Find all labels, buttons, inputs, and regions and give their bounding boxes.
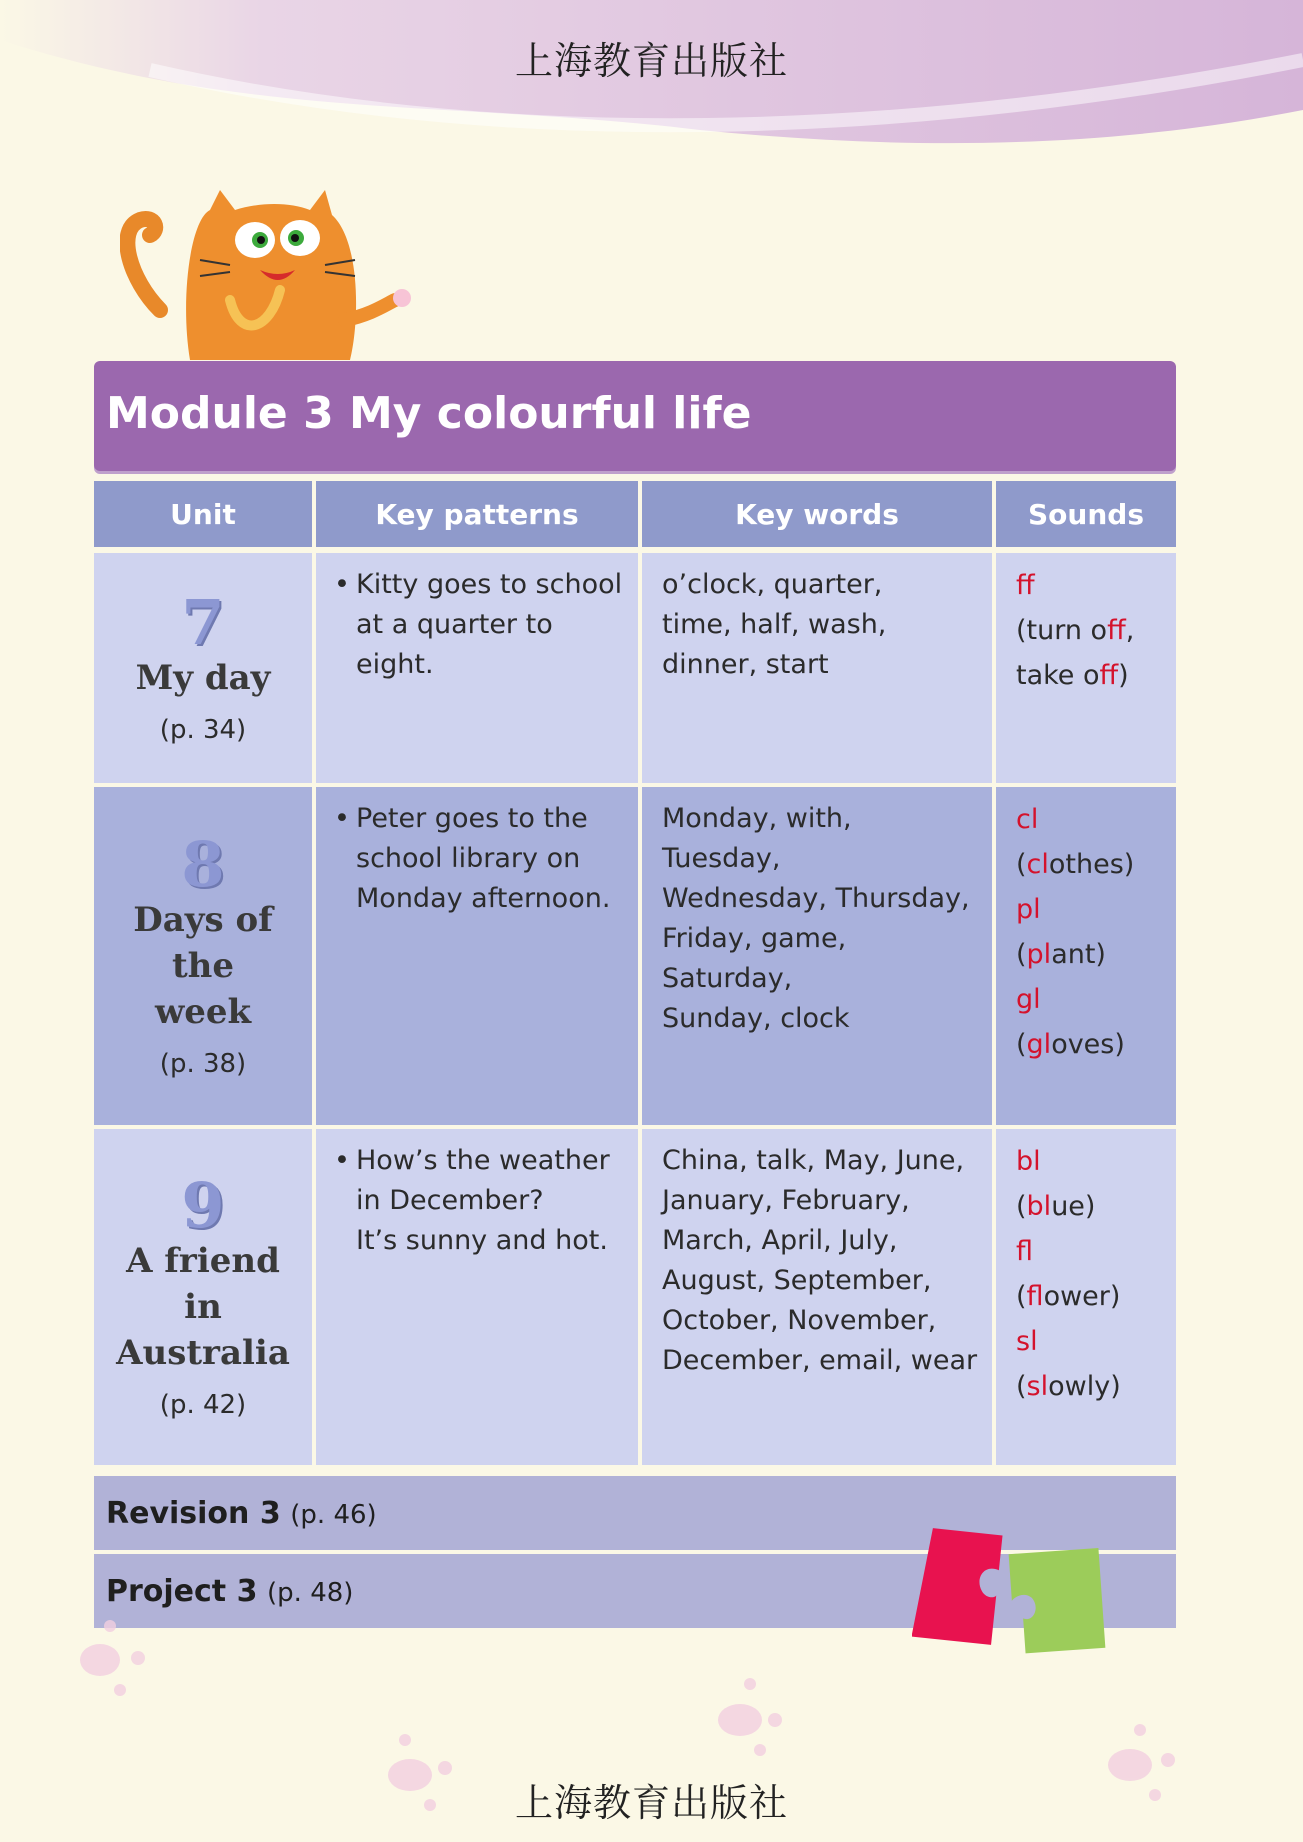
sound-letters: ff	[1099, 660, 1119, 691]
module-title: Module 3 My colourful life	[106, 388, 752, 439]
unit-number: 7	[181, 586, 225, 659]
revision-label: Revision 3	[106, 1496, 281, 1531]
sound-line	[1016, 797, 1170, 842]
sound-line	[1016, 608, 1170, 653]
pattern-line: It’s sunny and hot.	[356, 1225, 608, 1256]
sounds-cell-8	[996, 787, 1176, 1125]
unit-cell-7	[94, 553, 312, 783]
sound-text: ,	[1125, 615, 1135, 646]
sound-letters: cl	[1026, 849, 1049, 880]
word-line: Monday, with, Tuesday,	[662, 803, 852, 874]
sound-text: (	[1016, 849, 1027, 880]
unit-title: A friend in	[126, 1241, 280, 1327]
word-line: o’clock, quarter,	[662, 569, 883, 600]
unit-page: (p. 34)	[159, 715, 247, 745]
pattern-line: Monday afternoon.	[356, 883, 611, 914]
publisher-footer: 上海教育出版社	[514, 1781, 788, 1825]
sound-letters: gl	[1016, 984, 1041, 1015]
sound-letters: gl	[1026, 1029, 1052, 1060]
sound-line	[1016, 932, 1170, 977]
word-line: March, April, July,	[662, 1225, 898, 1256]
pattern-line: school library on	[356, 843, 581, 874]
sound-letters: fl	[1026, 1281, 1044, 1312]
sound-text: (	[1016, 1371, 1027, 1402]
patterns-cell-7	[316, 553, 638, 783]
sound-text: oves)	[1051, 1029, 1125, 1060]
sound-text: ant)	[1051, 939, 1106, 970]
sound-text: ower)	[1043, 1281, 1121, 1312]
word-line: August, September,	[662, 1265, 932, 1296]
unit-number: 8	[181, 828, 225, 901]
sound-letters: pl	[1016, 894, 1041, 925]
word-line: December, email, wear	[662, 1345, 978, 1376]
sound-line	[1016, 1139, 1170, 1184]
word-line: Wednesday, Thursday,	[662, 883, 970, 914]
sound-text: )	[1118, 660, 1129, 691]
header-key-words: Key words	[642, 481, 992, 547]
sound-text: (	[1016, 1191, 1027, 1222]
unit-page: (p. 38)	[159, 1049, 247, 1079]
word-line: October, November,	[662, 1305, 937, 1336]
sound-line	[1016, 1319, 1170, 1364]
sound-text: (	[1016, 939, 1027, 970]
revision-page: (p. 46)	[290, 1500, 377, 1530]
sound-line	[1016, 842, 1170, 887]
bullet: •	[334, 803, 350, 834]
pattern-line: in December?	[356, 1185, 544, 1216]
sound-text: (	[1016, 1281, 1027, 1312]
word-line: January, February,	[662, 1185, 910, 1216]
header-unit: Unit	[94, 481, 312, 547]
word-line: China, talk, May, June,	[662, 1145, 965, 1176]
words-cell-8	[642, 787, 992, 1125]
sound-line	[1016, 977, 1170, 1022]
sound-line	[1016, 653, 1170, 698]
pattern-line: How’s the weather	[356, 1145, 610, 1176]
sound-letters: sl	[1026, 1371, 1049, 1402]
word-line: time, half, wash,	[662, 609, 887, 640]
unit-title: Days of the	[133, 900, 273, 986]
cat-illustration	[120, 180, 420, 380]
sound-letters: ff	[1016, 570, 1035, 601]
sound-letters: fl	[1016, 1236, 1034, 1267]
word-line: Sunday, clock	[662, 1003, 850, 1034]
unit-page: (p. 42)	[159, 1390, 247, 1420]
sound-line	[1016, 563, 1170, 608]
pattern-line: Peter goes to the	[356, 803, 588, 834]
publisher-header: 上海教育出版社	[514, 39, 788, 83]
sound-letters: sl	[1016, 1326, 1038, 1357]
sound-letters: pl	[1026, 939, 1052, 970]
sounds-cell-7	[996, 553, 1176, 783]
unit-cell-8	[94, 787, 312, 1125]
project-page: (p. 48)	[267, 1578, 354, 1608]
sound-line	[1016, 1022, 1170, 1067]
header-sounds: Sounds	[996, 481, 1176, 547]
sound-text: othes)	[1048, 849, 1135, 880]
sound-letters: bl	[1016, 1146, 1041, 1177]
bullet: •	[334, 569, 350, 600]
top-decoration	[0, 0, 1303, 180]
sound-line	[1016, 1274, 1170, 1319]
patterns-cell-9	[316, 1129, 638, 1465]
sound-line	[1016, 1364, 1170, 1409]
sound-letters: cl	[1016, 804, 1039, 835]
unit-cell-9	[94, 1129, 312, 1465]
unit-title: Australia	[116, 1333, 290, 1373]
patterns-cell-8	[316, 787, 638, 1125]
header-key-patterns: Key patterns	[316, 481, 638, 547]
word-line: dinner, start	[662, 649, 829, 680]
sound-text: (turn o	[1016, 615, 1108, 646]
words-cell-9	[642, 1129, 992, 1465]
project-label: Project 3	[106, 1574, 258, 1609]
sound-line	[1016, 1184, 1170, 1229]
word-line: Friday, game, Saturday,	[662, 923, 847, 994]
sound-line	[1016, 887, 1170, 932]
sound-text: owly)	[1048, 1371, 1121, 1402]
unit-title: week	[154, 992, 252, 1032]
sound-letters: bl	[1026, 1191, 1052, 1222]
sound-text: ue)	[1051, 1191, 1096, 1222]
bullet: •	[334, 1145, 350, 1176]
sounds-cell-9	[996, 1129, 1176, 1465]
unit-number: 9	[181, 1169, 225, 1242]
pattern-line: Kitty goes to school	[356, 569, 623, 600]
sound-letters: ff	[1107, 615, 1126, 646]
pattern-line: at a quarter to eight.	[356, 609, 553, 680]
sound-text: (	[1016, 1029, 1027, 1060]
unit-title: My day	[135, 658, 271, 698]
sound-text: take o	[1016, 660, 1100, 691]
words-cell-7	[642, 553, 992, 783]
sound-line	[1016, 1229, 1170, 1274]
